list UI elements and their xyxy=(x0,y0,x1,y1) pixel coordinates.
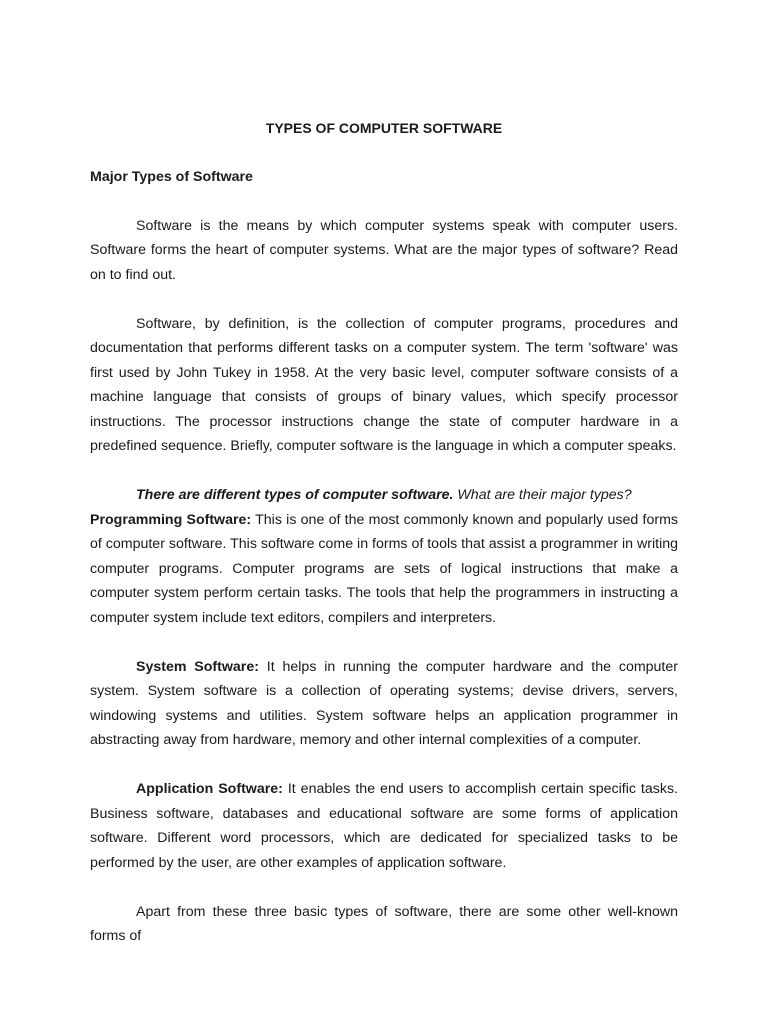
application-software-label: Application Software: xyxy=(136,781,283,797)
closing-paragraph: Apart from these three basic types of software, there are some other well-known forms of xyxy=(90,903,678,944)
types-lead-paragraph xyxy=(90,483,678,508)
application-software-text: It enables the end users to accomplish certain specific tasks. Business software, databases and educational software are some forms of application software. Different word processors, which are dedicated for specialized tasks to be performed by the user, are other examples of application software. xyxy=(90,781,678,871)
document-title: TYPES OF COMPUTER SOFTWARE xyxy=(265,120,503,136)
intro-paragraph: Software is the means by which computer systems speak with computer users. Software forms the heart of computer systems. What are the major types of software? Read on to find out. xyxy=(90,217,678,283)
programming-software-text: This is one of the most commonly known and popularly used forms of computer software. This software come in forms of tools that assist a programmer in writing computer programs. Computer programs are sets of logical instructions that make a computer system perform certain tasks. The tools that help the programmers in instructing a computer system include text editors, compilers and interpreters. xyxy=(90,511,678,626)
system-software-paragraph xyxy=(90,655,678,753)
document-body xyxy=(90,116,678,949)
section-heading: Major Types of Software xyxy=(90,168,253,185)
system-software-text: It helps in running the computer hardware and the computer system. System software is a collection of operating systems; devise drivers, servers, windowing systems and utilities. System software helps an application programmer in abstracting away from hardware, memory and other internal complexities of a computer. xyxy=(90,658,678,748)
programming-software-paragraph xyxy=(90,508,678,631)
types-lead-emphasis: There are different types of computer software. xyxy=(136,487,454,503)
definition-paragraph: Software, by definition, is the collection of computer programs, procedures and documentation that performs different tasks on a computer system. The term 'software' was first used by John Tukey in 1958. At the very basic level, computer software consists of a machine language that consists of groups of binary values, which specify processor instructions. The processor instructions change the state of computer hardware in a predefined sequence. Briefly, computer software is the language in which a computer speaks. xyxy=(90,315,678,454)
system-software-label: System Software: xyxy=(136,658,259,675)
types-lead-question: What are their major types? xyxy=(453,487,632,503)
programming-software-label: Programming Software: xyxy=(90,511,252,528)
application-software-paragraph xyxy=(90,777,678,875)
